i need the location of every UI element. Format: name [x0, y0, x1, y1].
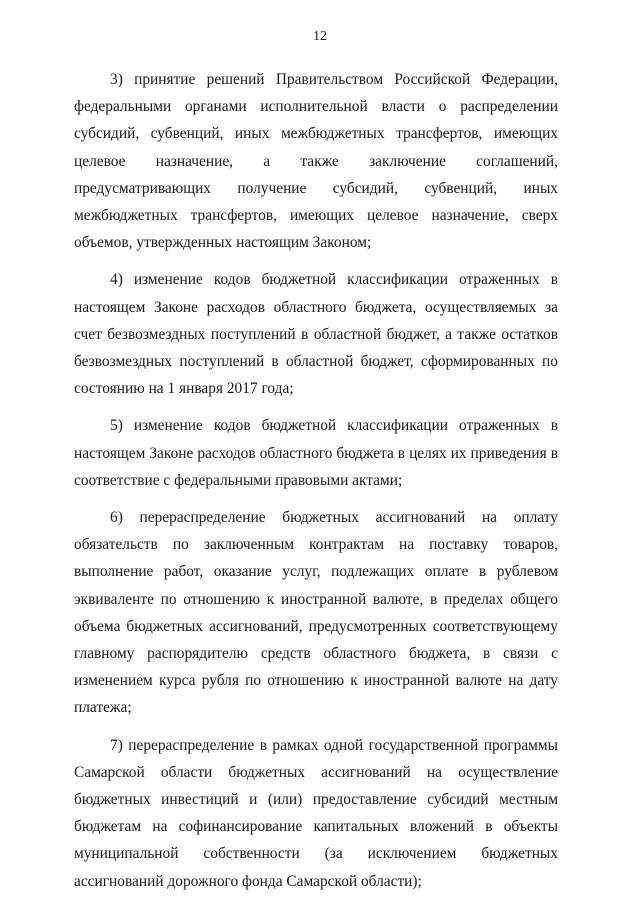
list-item-7: 7) перераспределение в рамках одной государственной программы Самарской области бюджетных ассигнований на осуществление бюджетных инвестиций и (или) предоставление субсидий местным бюджетам на софинансирование капитальных вложений в объекты муниципальной собственности (за исключением бюджетных ассигнований дорожного фонда Самарской области); — [74, 736, 558, 890]
list-item-4: 4) изменение кодов бюджетной классификации отраженных в настоящем Законе расходов областного бюджета, осуществляемых за счет безвозмездных поступлений в областной бюджет, а также остатков безвозмездных поступлений в областной бюджет, сформированных по состоянию на 1 января 2017 года; — [74, 271, 558, 398]
list-item-6: 6) перераспределение бюджетных ассигнований на оплату обязательств по заключенным контрактам на поставку товаров, выполнение работ, оказание услуг, подлежащих оплате в рублевом эквиваленте по отношению к иностранной валюте, в пределах общего объема бюджетных ассигнований, предусмотренных соответствующему главному распорядителю средств областного бюджета, в связи с изменением курса рубля по отношению к иностранной валюте на дату платежа; — [74, 509, 558, 717]
list-item-5: 5) изменение кодов бюджетной классификации отраженных в настоящем Законе расходов областного бюджета в целях их приведения в соответствие с федеральными правовыми актами; — [74, 417, 558, 489]
page-number: 12 — [313, 29, 327, 44]
list-item-3: 3) принятие решений Правительством Российской Федерации, федеральными органами исполнительной власти о распределении субсидий, субвенций, иных межбюджетных трансфертов, имеющих целевое назначение, а также заключение соглашений, предусматривающих получение субсидий, субвенций, иных межбюджетных трансфертов, имеющих целевое назначение, сверх объемов, утвержденных настоящим Законом; — [74, 71, 558, 252]
document-body — [74, 66, 558, 895]
